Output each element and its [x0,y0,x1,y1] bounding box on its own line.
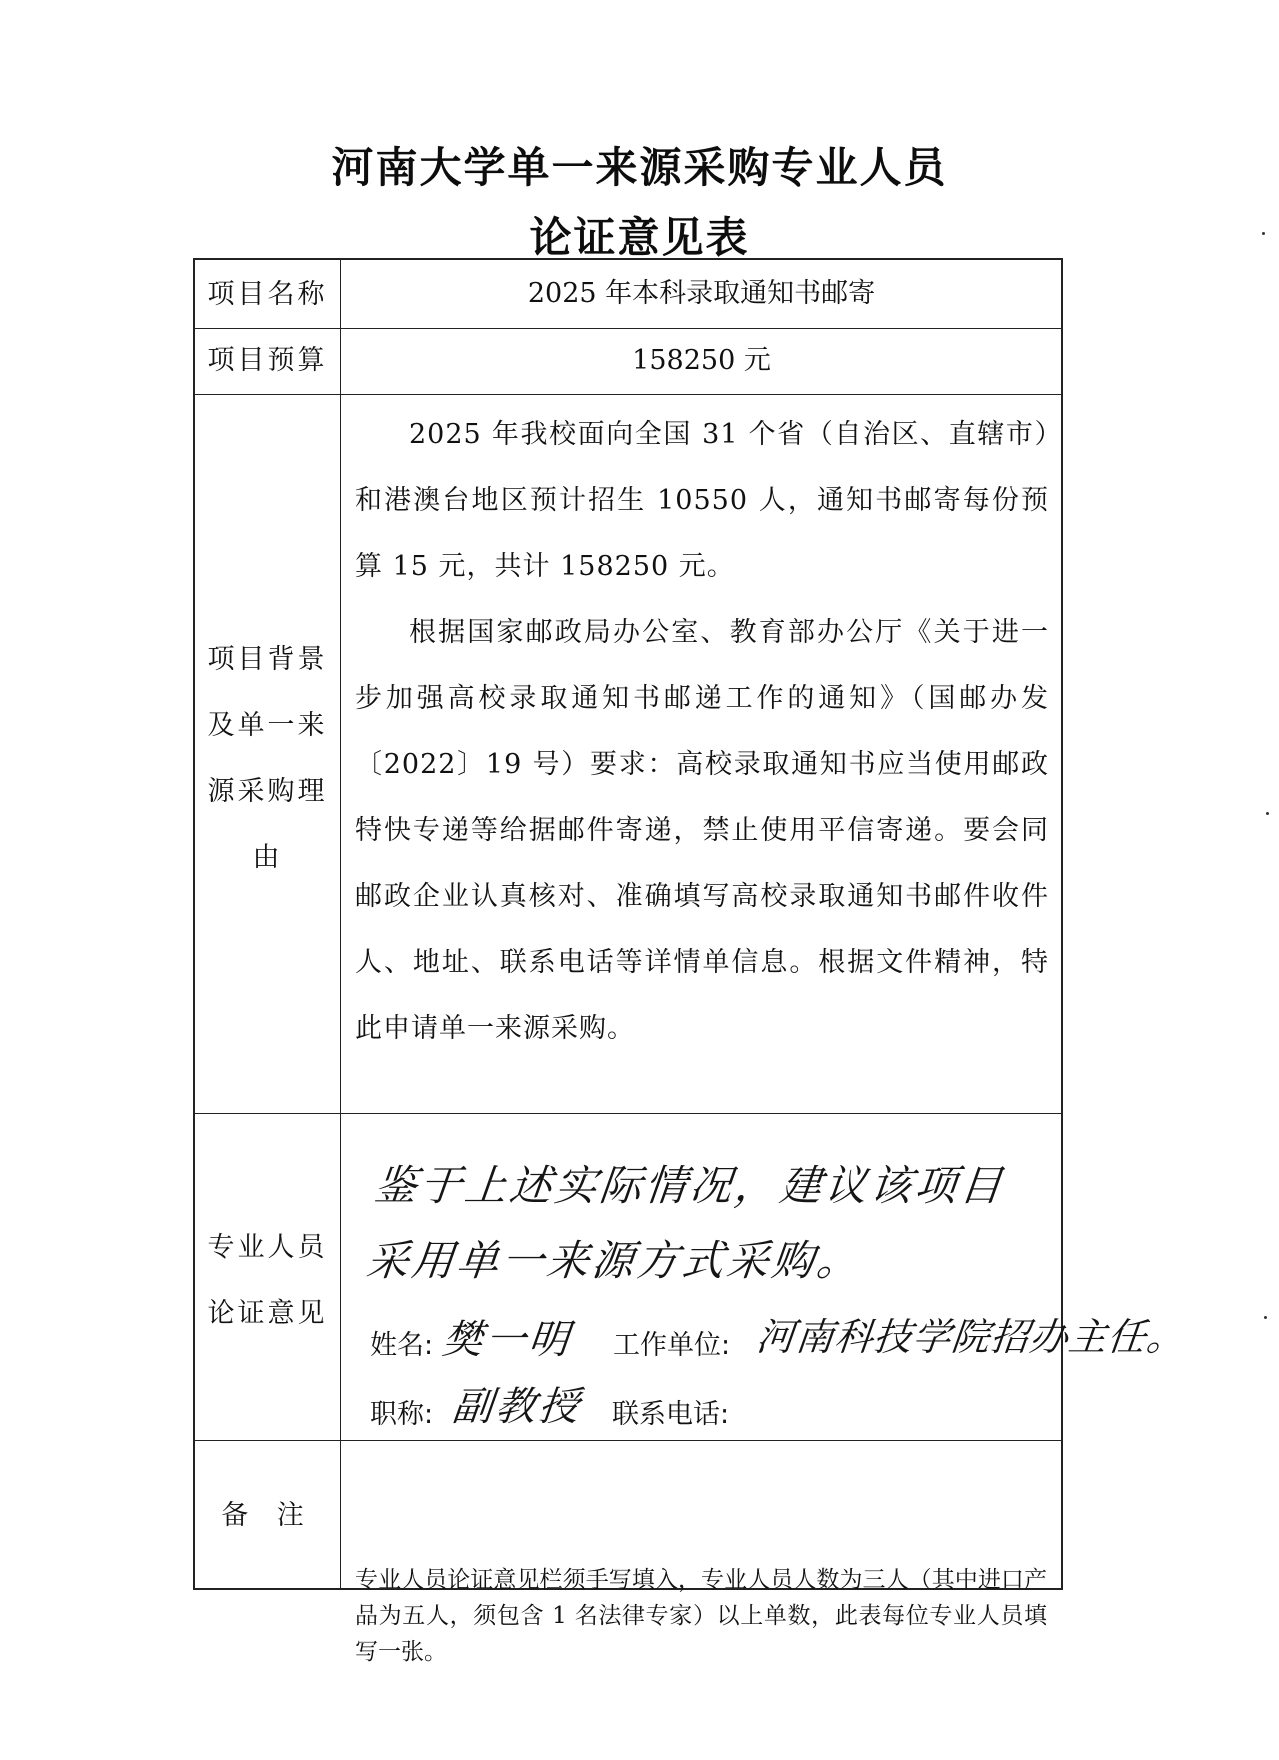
opinion-label [195,1215,340,1347]
row-divider [195,394,1061,395]
background-label [195,627,340,891]
scan-speck [1262,232,1265,235]
opinion-label-line: 专业人员 [207,1232,328,1263]
form-title-line1: 河南大学单一来源采购专业人员 [331,143,948,192]
background-label-line: 及单一来 [207,710,328,741]
scan-speck [1266,812,1269,815]
scan-speck [1264,1316,1267,1319]
project-budget-label: 项目预算 [207,345,328,376]
phone-field-label: 联系电话: [612,1399,730,1430]
column-divider [340,260,341,1588]
background-text [355,402,1049,1062]
opinion-label-line: 论证意见 [207,1298,328,1329]
project-name-label: 项目名称 [207,279,328,310]
work-unit-field-label: 工作单位: [613,1330,731,1361]
background-label-line: 项目背景 [207,644,328,675]
job-title-field-label: 职称: [370,1399,434,1430]
remarks-label: 备 注 [221,1500,314,1531]
opinion-form-table [193,258,1188,1665]
row-divider [195,1113,1061,1114]
background-label-line: 源采购理 [207,776,328,807]
handwritten-opinion-line2: 采用单一来源方式采购。 [364,1236,865,1285]
background-paragraph: 2025 年我校面向全国 31 个省（自治区、直辖市）和港澳台地区预计招生 10550 人，通知书邮寄每份预算 15 元，共计 158250 元。 [355,419,1049,582]
job-title-field-value: 副教授 [450,1384,585,1430]
handwritten-opinion-line1: 鉴于上述实际情况，建议该项目 [372,1161,1008,1210]
form-title-line2: 论证意见表 [529,213,750,262]
name-field-value: 樊一明 [440,1317,575,1363]
remarks-text: 专业人员论证意见栏须手写填入，专业人员人数为三人（其中进口产品为五人，须包含 1 名法律专家）以上单数，此表每位专业人员填写一张。 [355,1567,1047,1665]
row-divider [195,1440,1061,1441]
background-paragraph: 根据国家邮政局办公室、教育部办公厅《关于进一步加强高校录取通知书邮递工作的通知》（国邮办发〔2022〕19 号）要求：高校录取通知书应当使用邮政特快专递等给据邮件寄递，禁止使用平信寄递。要会同邮政企业认真核对、准确填写高校录取通知书邮件收件人、地址、联系电话等详情单信息。根据文件精神，特此申请单一来源采购。 [355,617,1049,1044]
work-unit-field-value: 河南科技学院招办主任。 [754,1315,1188,1359]
project-name-value: 2025 年本科录取通知书邮寄 [527,278,876,309]
background-label-line: 由 [252,842,283,873]
name-field-label: 姓名: [370,1330,434,1361]
project-budget-value: 158250 元 [632,345,771,376]
